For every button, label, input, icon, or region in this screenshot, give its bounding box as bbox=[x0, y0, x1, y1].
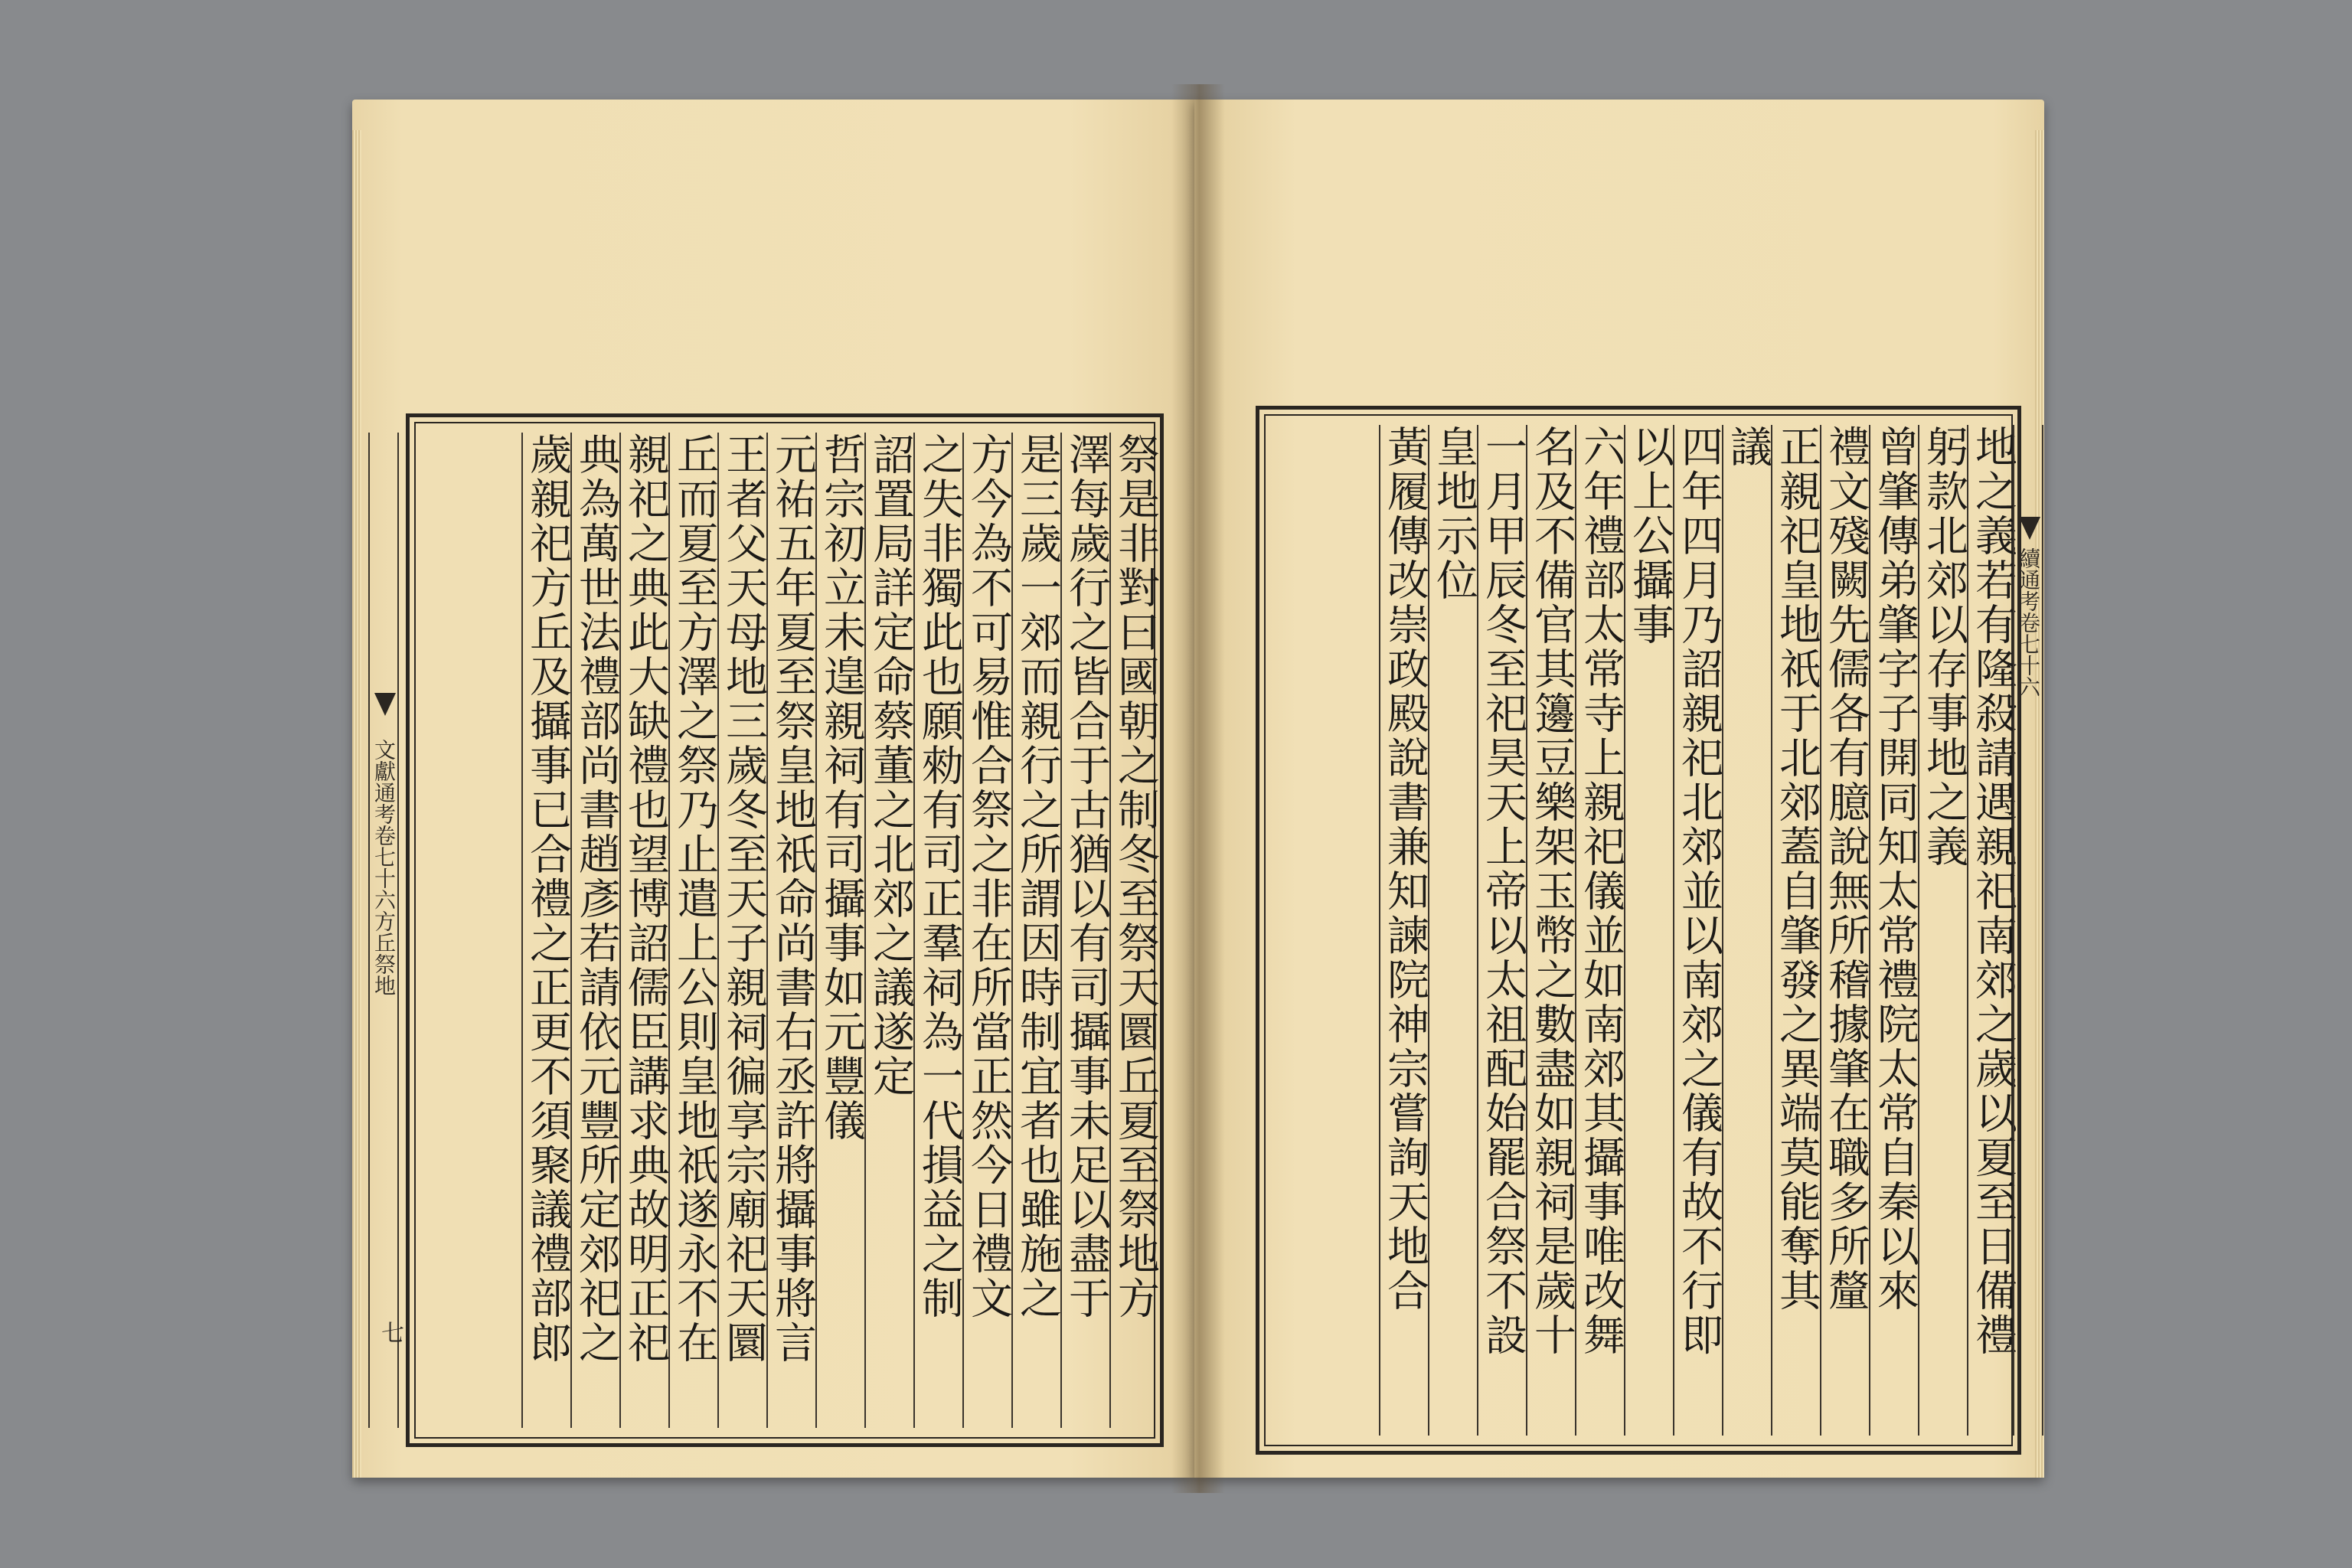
fish-tail-mark bbox=[2019, 517, 2040, 540]
center-band: 文獻通考卷七十六方丘祭地 七 bbox=[368, 433, 399, 1428]
text-column: 以上公攝事 bbox=[1624, 425, 1673, 1436]
page-number: 七 bbox=[377, 1321, 403, 1344]
text-column: 議 bbox=[1722, 425, 1771, 1436]
text-column: 詔置局詳定命蔡董之北郊之議遂定 bbox=[864, 433, 913, 1428]
text-column: 澤每歲行之皆合于古猶以有司攝事未足以盡于 bbox=[1060, 433, 1109, 1428]
text-column: 王者父天母地三歲冬至天子親祠徧享宗廟祀天圜 bbox=[717, 433, 766, 1428]
open-book bbox=[337, 84, 2060, 1493]
text-column: 四年四月乃詔親祀北郊並以南郊之儀有故不行即 bbox=[1673, 425, 1722, 1436]
text-column: 哲宗初立未遑親祠有司攝事如元豐儀 bbox=[815, 433, 864, 1428]
book-spine bbox=[1171, 84, 1225, 1493]
text-column: 曾肇傳弟肇字子開同知太常禮院太常自秦以來 bbox=[1869, 425, 1918, 1436]
text-column: 皇地示位 bbox=[1428, 425, 1477, 1436]
fish-tail-mark bbox=[374, 693, 396, 716]
text-column: 黃履傳改崇政殿說書兼知諫院神宗嘗詢天地合 bbox=[1379, 425, 1428, 1436]
text-column: 之失非獨此也願勑有司正羣祠為一代損益之制 bbox=[913, 433, 962, 1428]
text-column: 一月甲辰冬至祀昊天上帝以太祖配始罷合祭不設 bbox=[1477, 425, 1526, 1436]
page-edge bbox=[352, 130, 361, 1478]
text-column: 禮文殘闕先儒各有臆說無所稽據肇在職多所釐 bbox=[1820, 425, 1869, 1436]
text-column: 地之義若有隆殺請遇親祀南郊之歲以夏至日備禮 bbox=[1967, 425, 2016, 1436]
text-column: 躬款北郊以存事地之義 bbox=[1918, 425, 1967, 1436]
left-text-frame bbox=[371, 413, 1164, 1447]
text-column: 六年禮部太常寺上親祀儀並如南郊其攝事唯改舞 bbox=[1575, 425, 1624, 1436]
text-column: 親祀之典此大缺禮也望博詔儒臣講求典故明正祀 bbox=[619, 433, 668, 1428]
center-band: 續通考卷七十六 bbox=[2013, 425, 2043, 1436]
right-text-frame bbox=[1256, 406, 2041, 1455]
left-inner-border bbox=[371, 422, 1160, 1439]
text-column: 祭是非對曰國朝之制冬至祭天圜丘夏至祭地方 bbox=[1109, 433, 1158, 1428]
text-column: 正親祀皇地祇于北郊蓋自肇發之異端莫能奪其 bbox=[1771, 425, 1820, 1436]
right-inner-border bbox=[1264, 414, 2041, 1446]
text-column: 是三歲一郊而親行之所謂因時制宜者也雖施之 bbox=[1011, 433, 1060, 1428]
text-column: 方今為不可易惟合祭之非在所當正然今日禮文 bbox=[962, 433, 1011, 1428]
text-column: 元祐五年夏至祭皇地祇命尚書右丞許將攝事將言 bbox=[766, 433, 815, 1428]
text-column: 丘而夏至方澤之祭乃止遣上公則皇地祇遂永不在 bbox=[668, 433, 717, 1428]
text-column: 典為萬世法禮部尚書趙彥若請依元豐所定郊祀之 bbox=[570, 433, 619, 1428]
right-page bbox=[1194, 100, 2044, 1478]
text-column: 名及不備官其籩豆樂架玉幣之數盡如親祠是歲十 bbox=[1526, 425, 1575, 1436]
text-column: 歲親祀方丘及攝事已合禮之正更不須聚議禮部郎 bbox=[521, 433, 570, 1428]
left-page bbox=[352, 100, 1194, 1478]
